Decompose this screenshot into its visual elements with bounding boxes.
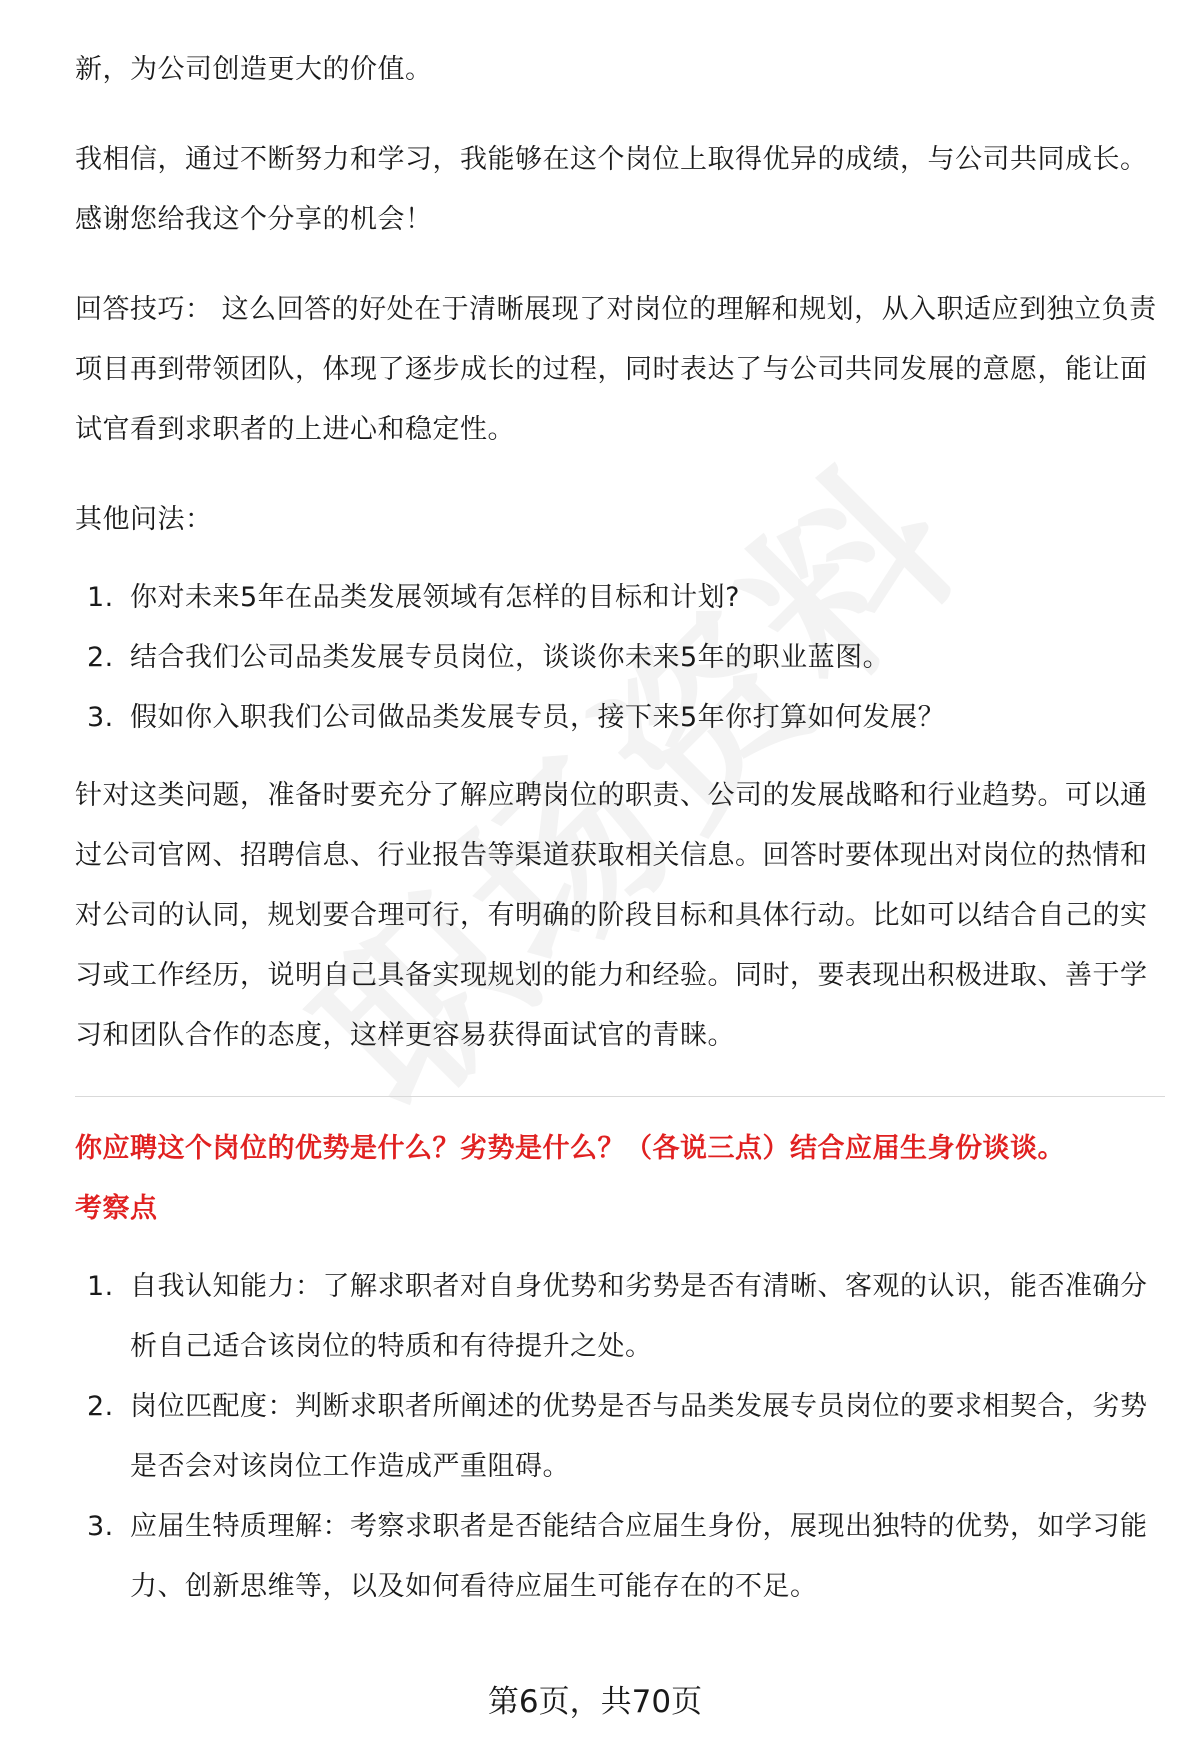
tip-label: 回答技巧： [75,294,213,325]
page-content [75,40,1165,1617]
list-text: 结合我们公司品类发展专员岗位，谈谈你未来5年的职业蓝图。 [130,642,891,673]
list-item [75,1497,1165,1617]
list-text: 岗位匹配度：判断求职者所阐述的优势是否与品类发展专员岗位的要求相契合，劣势是否会对该岗位工作造成严重阻碍。 [130,1391,1148,1482]
list-text: 假如你入职我们公司做品类发展专员，接下来5年你打算如何发展？ [130,702,946,733]
list-item [75,568,1165,628]
list-item [75,1257,1165,1377]
list-number: 1. [87,1271,114,1302]
list-text: 应届生特质理解：考察求职者是否能结合应届生身份，展现出独特的优势，如学习能力、创新思维等，以及如何看待应届生可能存在的不足。 [130,1511,1148,1602]
other-asks-label: 其他问法： [75,504,213,535]
tip-text: 这么回答的好处在于清晰展现了对岗位的理解和规划，从入职适应到独立负责项目再到带领团队，体现了逐步成长的过程，同时表达了与公司共同发展的意愿，能让面试官看到求职者的上进心和稳定性。 [75,294,1157,445]
list-number: 3. [87,702,114,733]
intro-tail-paragraph: 新，为公司创造更大的价值。 [75,54,433,85]
list-number: 2. [87,642,114,673]
list-item [75,688,1165,748]
list-number: 1. [87,582,114,613]
list-text: 自我认知能力：了解求职者对自身优势和劣势是否有清晰、客观的认识，能否准确分析自己适合该岗位的特质和有待提升之处。 [130,1271,1148,1362]
tip-paragraph [75,280,1165,460]
list-item [75,1377,1165,1497]
list-item [75,628,1165,688]
list-number: 2. [87,1391,114,1422]
points-list [75,1257,1165,1617]
list-number: 3. [87,1511,114,1542]
advice-paragraph: 针对这类问题，准备时要充分了解应聘岗位的职责、公司的发展战略和行业趋势。可以通过公司官网、招聘信息、行业报告等渠道获取相关信息。回答时要体现出对岗位的热情和对公司的认同，规划要合理可行，有明确的阶段目标和具体行动。比如可以结合自己的实习或工作经历，说明自己具备实现规划的能力和经验。同时，要表现出积极进取、善于学习和团队合作的态度，这样更容易获得面试官的青睐。 [75,780,1148,1051]
points-label: 考察点 [75,1193,158,1224]
other-asks-list [75,568,1165,748]
page-footer: 第6页，共70页 [487,1684,703,1720]
section-divider [75,1096,1165,1097]
question-title: 你应聘这个岗位的优势是什么？劣势是什么？（各说三点）结合应届生身份谈谈。 [75,1133,1065,1164]
list-text: 你对未来5年在品类发展领域有怎样的目标和计划? [130,582,741,613]
closing-paragraph: 我相信，通过不断努力和学习，我能够在这个岗位上取得优异的成绩，与公司共同成长。感谢您给我这个分享的机会！ [75,144,1148,235]
